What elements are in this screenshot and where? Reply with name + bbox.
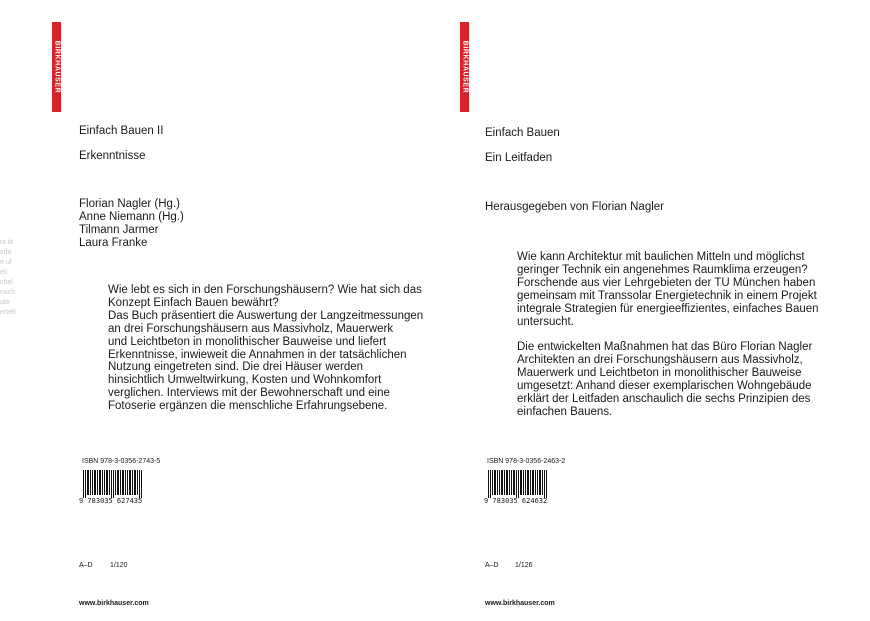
barcode [484,470,549,505]
blurb: Wie lebt es sich in den Forschungshäusern? Wie hat sich das Konzept Einfach Bauen bewährt? Das Buch präsentiert die Auswertung der Langzeitmessungen an drei Forschungshäusern aus Massivholz, Mauerwerk und Leichtbeton in monolithischer Bauweise und liefert Erkenntnisse, inwieweit die Annahmen in der tatsächlichen Nutzung eingetreten sind. Die drei Häuser werden hinsichtlich Umweltwirkung, Kosten und Wohnkomfort verglichen. Interviews mit der Bewohnerschaft und eine Fotoserie ergänzen die menschliche Erfahrungsebene. [108,284,424,413]
book-subtitle: Ein Leitfaden [485,152,553,164]
back-cover-einfach-bauen [435,0,870,621]
barcode-number: 9 783035 624632 [484,497,548,505]
author: Tilmann Jarmer [79,224,159,236]
editor-credit: Herausgegeben von Florian Nagler [485,201,664,213]
barcode [79,470,144,505]
author: Florian Nagler (Hg.) [79,198,180,210]
category-code: A–D [485,562,499,569]
isbn: ISBN 978-3-0356-2463-2 [487,458,566,465]
isbn: ISBN 978-3-0356-2743-5 [82,458,161,465]
publisher-url[interactable]: www.birkhauser.com [485,600,555,607]
book-title: Einfach Bauen [485,127,560,139]
blurb: Wie kann Architektur mit baulichen Mitteln und möglichst geringer Technik ein angenehmes Raumklima erzeugen? Forschende aus vier Lehrgebieten der TU München haben gemeinsam mit Transsolar Energietechnik in einem Projekt integrale Strategien für energieeffizientes, einfaches Bauen untersucht. Die entwickelten Maßnahmen hat das Büro Florian Nagler Architekten an drei Forschungshäusern aus Massivholz, Mauerwerk und Leichtbeton in monolithischer Bauweise umgesetzt: Anhand dieser exemplarischen Wohngebäude erklärt der Leitfaden anschaulich die sechs Prinzipien des einfachen Bauens. [517,251,819,418]
author: Anne Niemann (Hg.) [79,211,184,223]
author: Laura Franke [79,237,148,249]
book-subtitle: Erkenntnisse [79,150,146,162]
bleed-text: nt iti stfa e uf eli chel nach ute ertelt [0,239,16,316]
barcode-number: 9 783035 627435 [79,497,143,505]
category-code: A–D [79,562,93,569]
publisher-logo: BIRKHÄUSER [52,22,61,112]
publisher-logo: BIRKHÄUSER [460,22,469,112]
book-title: Einfach Bauen II [79,125,164,137]
catalog-code: 1/120 [110,562,128,569]
publisher-url[interactable]: www.birkhauser.com [79,600,149,607]
catalog-code: 1/126 [515,562,533,569]
author-list [79,198,184,250]
